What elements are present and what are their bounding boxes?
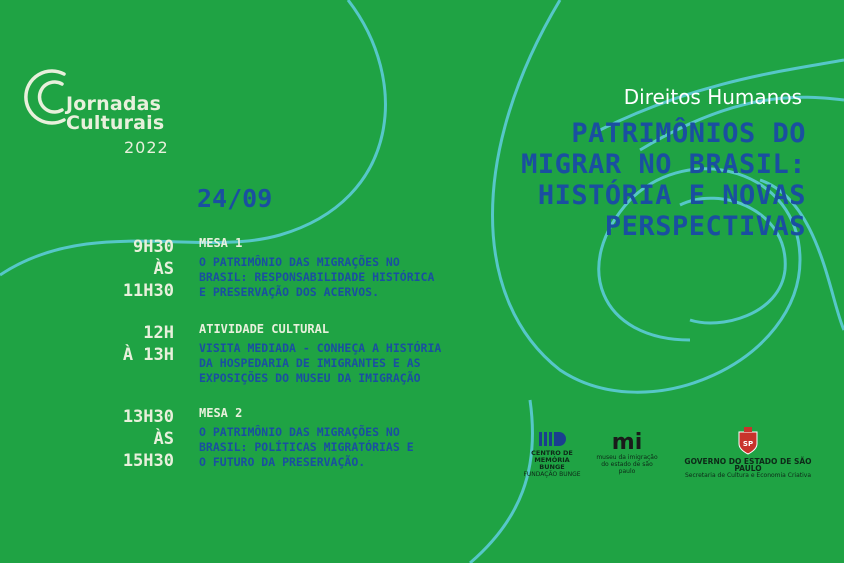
sp-coat-of-arms-icon [735, 426, 761, 456]
slot-2-description: VISITA MEDIADA - CONHEÇA A HISTÓRIA DA HOSPEDARIA DE IMIGRANTES E AS EXPOSIÇÕES DO MUSEU DA IMIGRAÇÃO [199, 341, 442, 385]
time-slot-2: 12H À 13H [122, 323, 174, 365]
partner-bunge: CENTRO DE MEMÓRIA BUNGE FUNDAÇÃO BUNGE [522, 430, 582, 478]
time-slot-3: 13H30 ÀS 15H30 [122, 407, 174, 471]
event-date: 24/09 [197, 184, 273, 213]
slot-3-title: MESA 2 [199, 406, 243, 420]
slot-3-description: O PATRIMÔNIO DAS MIGRAÇÕES NO BRASIL: POLÍTICAS MIGRATÓRIAS E O FUTURO DA PRESERVAÇÃO. [199, 425, 414, 469]
partner-government: SP GOVERNO DO ESTADO DE SÃO PAULO Secretaria de Cultura e Economia Criativa [676, 426, 820, 479]
partner-museu: mi museu da imigração do estado de são paulo [596, 430, 658, 475]
bunge-logo-icon [537, 430, 567, 448]
headline: PATRIMÔNIOS DO MIGRAR NO BRASIL: HISTÓRIA E NOVAS PERSPECTIVAS [521, 118, 806, 242]
museu-logo-icon: mi [611, 430, 643, 455]
svg-text:SP: SP [742, 440, 754, 448]
slot-2-title: ATIVIDADE CULTURAL [199, 322, 330, 336]
slot-1-title: MESA 1 [199, 236, 243, 250]
logo-year: 2022 [124, 138, 169, 157]
time-slot-1: 9H30 ÀS 11H30 [122, 237, 174, 301]
logo-title: Jornadas Culturais [66, 93, 165, 134]
theme-label: Direitos Humanos [623, 85, 802, 109]
slot-1-description: O PATRIMÔNIO DAS MIGRAÇÕES NO BRASIL: RESPONSABILIDADE HISTÓRICA E PRESERVAÇÃO DOS ACERVOS. [199, 255, 435, 299]
